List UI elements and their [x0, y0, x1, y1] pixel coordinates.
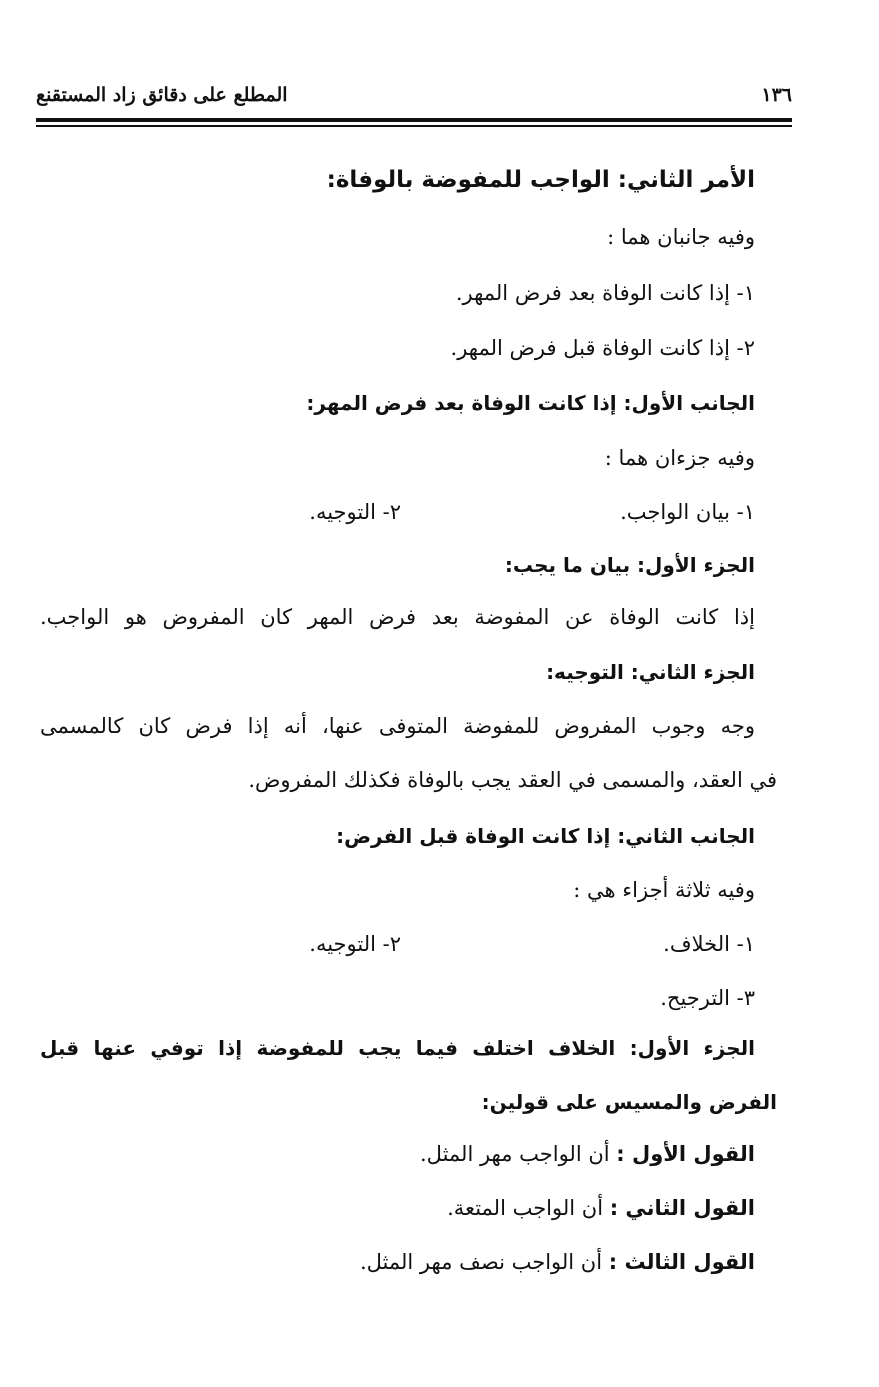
list-item: ٢- التوجيه.: [309, 500, 401, 524]
subsection-heading: الجزء الأول: الخلاف اختلف فيما يجب للمفوضة إذا توفي عنها قبل: [40, 1036, 755, 1060]
subsection-heading: الفرض والمسيس على قولين:: [481, 1090, 777, 1114]
opinion-line: [420, 1138, 755, 1170]
paragraph-line: إذا كانت الوفاة عن المفوضة بعد فرض المهر كان المفروض هو الواجب.: [40, 605, 755, 629]
list-item: ١- بيان الواجب.: [620, 500, 755, 524]
header-rule-thick: [36, 118, 792, 122]
opinion-text: أن الواجب مهر المثل.: [419, 1142, 610, 1166]
opinion-line: [360, 1246, 755, 1278]
opinion-label: القول الأول :: [616, 1142, 755, 1166]
paragraph-line: في العقد، والمسمى في العقد يجب بالوفاة فكذلك المفروض.: [248, 768, 777, 792]
subsection-heading: الجزء الثاني: التوجيه:: [546, 660, 755, 684]
opinion-label: القول الثالث :: [608, 1250, 755, 1274]
opinion-text: أن الواجب نصف مهر المثل.: [359, 1250, 603, 1274]
running-header: [36, 80, 792, 114]
paragraph-line: وجه وجوب المفروض للمفوضة المتوفى عنها، أنه إذا فرض كان كالمسمى: [40, 714, 755, 738]
list-item: ٢- التوجيه.: [309, 932, 401, 956]
subsection-heading: الجانب الأول: إذا كانت الوفاة بعد فرض المهر:: [306, 391, 755, 415]
paragraph-line: وفيه جانبان هما :: [607, 225, 755, 249]
opinion-label: القول الثاني :: [609, 1196, 755, 1220]
subsection-heading: الجانب الثاني: إذا كانت الوفاة قبل الفرض:: [336, 824, 755, 848]
list-item: ٢- إذا كانت الوفاة قبل فرض المهر.: [450, 336, 755, 360]
list-item: ١- الخلاف.: [663, 932, 755, 956]
book-title: المطلع على دقائق زاد المستقنع: [36, 84, 288, 106]
paragraph-line: وفيه جزءان هما :: [604, 446, 755, 470]
list-item: ٣- الترجيح.: [660, 986, 755, 1010]
header-rule-thin: [36, 125, 792, 127]
list-item: ١- إذا كانت الوفاة بعد فرض المهر.: [455, 281, 755, 305]
page-number: ١٣٦: [761, 84, 792, 106]
paragraph-line: وفيه ثلاثة أجزاء هي :: [573, 878, 755, 902]
subsection-heading: الجزء الأول: بيان ما يجب:: [504, 553, 755, 577]
opinion-line: [447, 1192, 755, 1224]
section-heading: الأمر الثاني: الواجب للمفوضة بالوفاة:: [326, 167, 755, 193]
opinion-text: أن الواجب المتعة.: [447, 1196, 604, 1220]
